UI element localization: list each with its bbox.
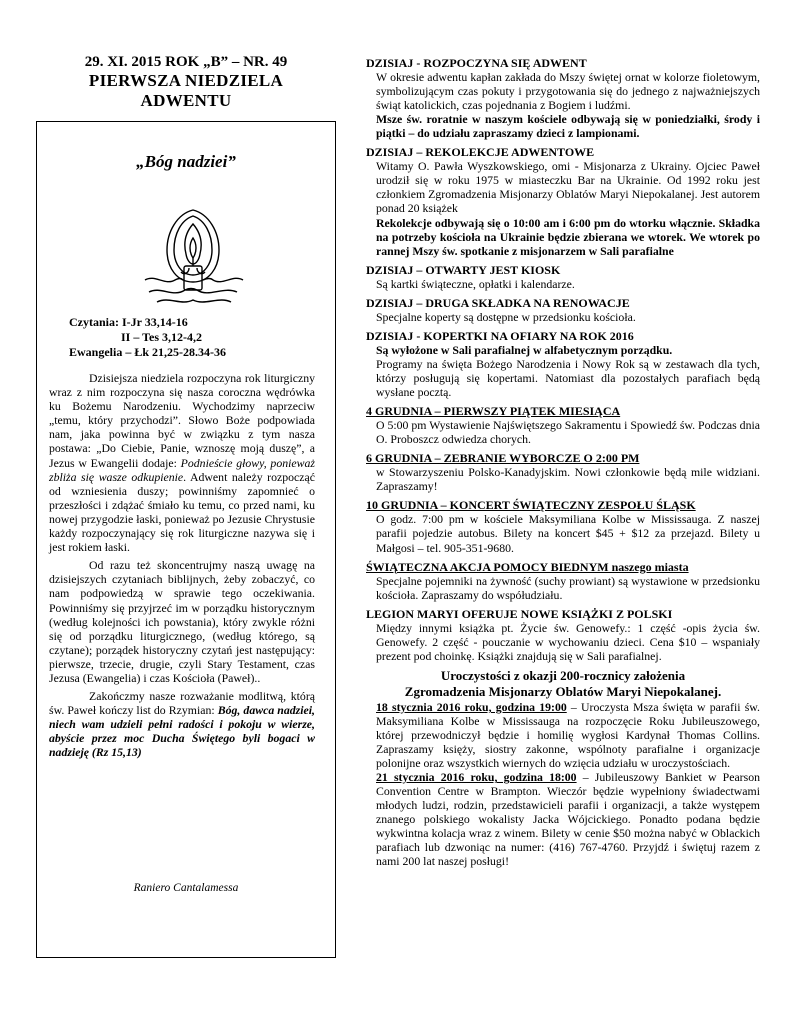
announcement-retreat: DZISIAJ – REKOLEKCJE ADWENTOWE Witamy O. Pawła Wyszkowskiego, omi - Misjonarza z Ukrainy. Ojciec Paweł urodził się w roku 1975 w miasteczku Bar na Ukrainie. Od 1992 roku jest członkiem Zgromadzenia Misjonarzy Oblatów Maryi Niepokalanej. Jest autorem ponad 20 książek Rekolekcje odbywają się o 10:00 am i 6:00 pm do wtorku włącznie. Składka na potrzeby kościoła na Ukrainie będzie zbierana we wtorek. We wtorek po rannej Mszy św. spotkanie z misjonarzem w Sali parafialne: [366, 145, 760, 258]
bulletin-header: [36, 54, 336, 111]
announcement-advent: DZISIAJ - ROZPOCZYNA SIĘ ADWENT W okresie adwentu kapłan zakłada do Mszy świętej ornat w kolorze fioletowym, symbolizującym czas pokuty i przygotowania się do jednego z najważniejszych świąt katolickich, czas pojednania z Bogiem i ludźmi. Msze św. roratnie w naszym kościele odbywają się w poniedziałki, środy i piątki – do udziału zapraszamy dzieci z lampionami.: [366, 56, 760, 141]
jubilee-event-mass: 18 stycznia 2016 roku, godzina 19:00 – Uroczysta Msza święta w parafii św. Maksymiliana Kolbe w Mississauga na rozpoczęcie Roku Jubileuszowego, której przewodniczył będzie i homilię wygłosi Kardynał Thomas Collins. Zapraszamy księży, siostry zakonne, wspólnoty parafialne i organizacje polonijne oraz wszystkich wiernych do wzięcia udziału w uroczystościach.: [376, 699, 760, 771]
sunday-title-line1: PIERWSZA NIEDZIELA: [88, 71, 284, 90]
announcement-second-collection: DZISIAJ – DRUGA SKŁADKA NA RENOWACJE Specjalne koperty są dostępne w przedsionku kościoła.: [366, 295, 636, 324]
announcement-kiosk: DZISIAJ – OTWARTY JEST KIOSK Są kartki świąteczne, opłatki i kalendarze.: [366, 262, 575, 291]
sunday-title-line2: ADWENTU: [140, 91, 232, 110]
jubilee-event-banquet: 21 stycznia 2016 roku, godzina 18:00 – Jubileuszowy Bankiet w Pearson Convention Centre w Brampton. Wieczór będzie wypełniony świadectwami młodych ludzi, rodzin, przedstawicieli parafii i organizacji, a także występem znanego polskiego wokalisty Jacka Wójcickiego. Ponadto podana będzie wykwintna kolacja wraz z winem. Bilety w cenie $50 można nabyć w Oblackich parafiach lub dzwoniąc na numer: (416) 767-4760. Przyjdź i świętuj razem z nami 200 lat naszej posługi!: [376, 770, 760, 869]
readings: [69, 315, 226, 360]
announcement-charity: ŚWIĄTECZNA AKCJA POMOCY BIEDNYM naszego miasta Specjalne pojemniki na żywność (suchy prowiant) są wystawione w przedsionku kościoła. Zapraszamy do współudziału.: [366, 559, 760, 602]
reflection-paragraph: Dzisiejsza niedziela rozpoczyna rok liturgiczny wraz z nim rozpoczyna się nasza coroczna wędrówka ku Bożemu Narodzeniu. Wychodzimy naprzeciw „temu, który przychodzi”. Słowo Boże podpowiada nam, jaka powinna być w związku z tym nasza postawa: „Do Ciebie, Panie, wznoszę moją duszę”, a Jezus w Ewangelii dodaje: Podnieście głowy, ponieważ zbliża się wasze odkupienie. Adwent należy rozpocząć od wzniesienia duszy; powinniśmy zapomnieć o przeszłości i zdążać śmiało ku temu, co przed nami, ku nowej przygodzie łaski, ponieważ po Jezusie Chrystusie każdy rozpoczynający się rok liturgiczne nazywa się i jest rokiem łaski.: [49, 371, 315, 555]
reading-gospel: Ewangelia – Łk 21,25-28.34-36: [69, 345, 227, 359]
announcement-election: 6 GRUDNIA – ZEBRANIE WYBORCZE O 2:00 PM w Stowarzyszeniu Polsko-Kanadyjskim. Nowi członkowie będą mile widziani. Zapraszamy!: [366, 451, 760, 494]
reflection-paragraph: Od razu też skoncentrujmy naszą uwagę na dzisiejszych czytaniach biblijnych, żeby zobaczyć, co nam podpowiedzą w sprawie tego oczekiwania. Powinniśmy się przyjrzeć im w porządku historycznym (według kolejności ich powstania), który zwykle różni się od porządku liturgicznego, (według którego, są czytane); porządek historyczny czytań jest następujący: pierwsze, trzecie, drugie, czyli Stary Testament, czas Jezusa (Ewangelia) i czas Kościoła (Paweł)..: [49, 558, 315, 685]
reading-1: Czytania: I-Jr 33,14-16: [69, 315, 188, 329]
reflection-box: [36, 121, 336, 958]
jubilee-text: [376, 700, 760, 869]
reading-2: II – Tes 3,12-4,2: [121, 330, 203, 344]
issue-date: 29. XI. 2015 ROK „B” – NR. 49: [84, 54, 288, 70]
announcement-envelopes: DZISIAJ - KOPERTKI NA OFIARY NA ROK 2016 Są wyłożone w Sali parafialnej w alfabetycznym porządku. Programy na święta Bożego Narodzenia i Nowy Rok są w zestawach dla tych, którzy posługują się kopertami. Natomiast dla pozostałych parafiach będą wysłane pocztą.: [366, 328, 760, 400]
advent-candle-icon: [137, 202, 249, 306]
announcements-column: [366, 56, 760, 868]
reflection-text: [49, 371, 315, 760]
reflection-paragraph: Zakończmy nasze rozważanie modlitwą, którą św. Paweł kończy list do Rzymian: Bóg, dawca nadziei, niech wam udzieli pełni radości i pokoju w wierze, abyście przez moc Ducha Świętego byli bogaci w nadzieję (Rz 15,13): [49, 689, 315, 760]
author-signature: Raniero Cantalamessa: [133, 882, 239, 894]
announcement-legion: LEGION MARYI OFERUJE NOWE KSIĄŻKI Z POLSKI Między innymi książka pt. Życie św. Genowefy.: 1 część -opis życia św. Genowefy. 2 część - pouczanie w wychowaniu dzieci. Cena $10 – wspaniały prezent pod choinkę. Książki znajdują się w Sali parafialnej.: [366, 606, 760, 663]
announcement-concert: 10 GRUDNIA – KONCERT ŚWIĄTECZNY ZESPOŁU ŚLĄSK O godz. 7:00 pm w kościele Maksymiliana Kolbe w Mississauga. Z naszej parafii pojedzie autobus. Bilety na koncert $45 + $12 za przejazd. Bilety u Małgosi – tel. 905-351-9680.: [366, 498, 760, 555]
announcement-first-friday: 4 GRUDNIA – PIERWSZY PIĄTEK MIESIĄCA O 5:00 pm Wystawienie Najświętszego Sakramentu i Spowiedź św. Podczas dnia O. Proboszcz odwiedza chorych.: [366, 404, 760, 447]
jubilee-title: Uroczystości z okazji 200-rocznicy założenia Zgromadzenia Misjonarzy Oblatów Maryi Niepokalanej.: [404, 667, 722, 699]
motto: „Bóg nadziei”: [136, 152, 236, 171]
